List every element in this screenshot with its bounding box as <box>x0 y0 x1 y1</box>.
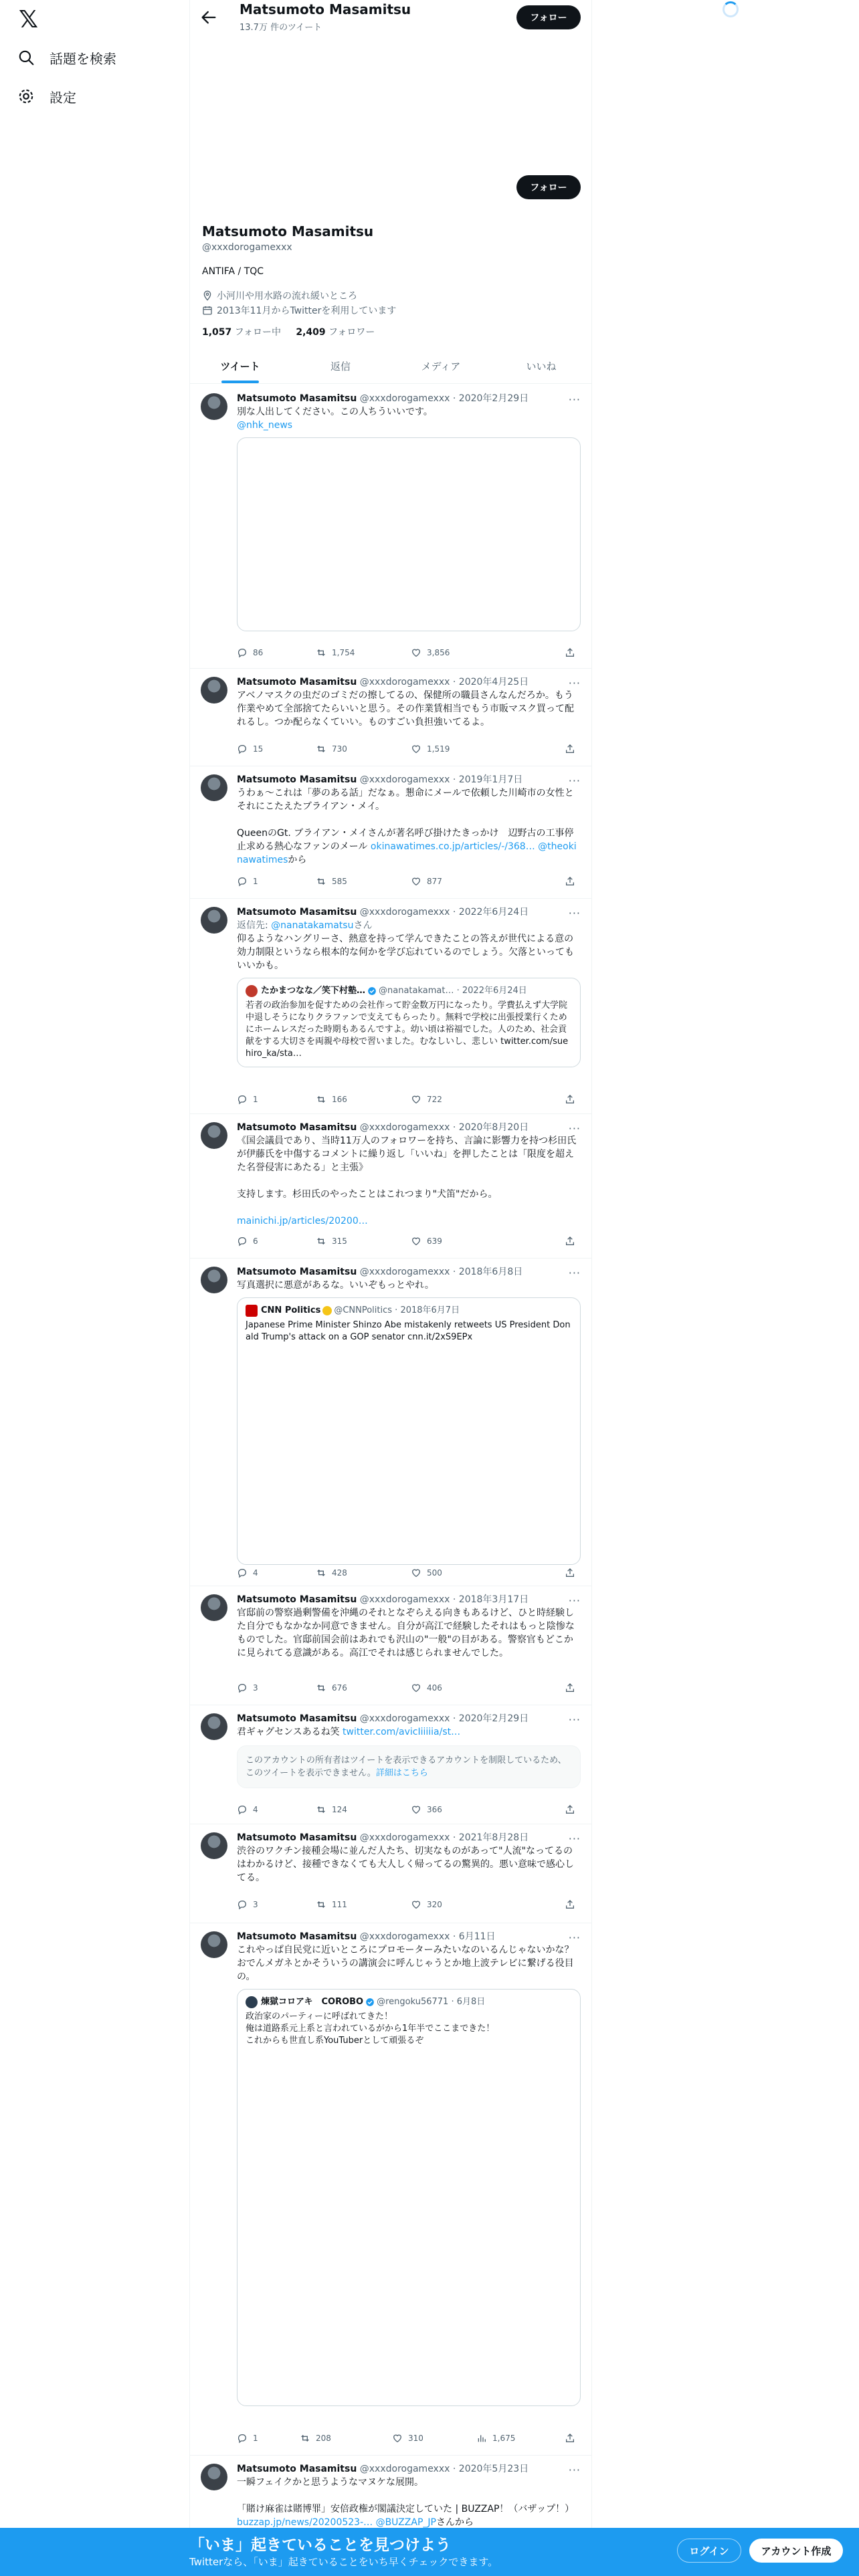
more-icon[interactable]: ··· <box>568 393 581 406</box>
share-button[interactable] <box>565 1094 581 1105</box>
heart-icon <box>411 647 421 658</box>
reply-button[interactable] <box>237 1683 258 1693</box>
tweet-header: Matsumoto Masamitsu @xxxdorogamexxx · 2020年2月29日 <box>237 393 529 404</box>
avatar[interactable] <box>201 677 227 704</box>
search-icon <box>17 49 35 66</box>
reply-icon <box>237 744 248 754</box>
reply-context <box>237 919 581 932</box>
quote-author-name: たかまつなな／笑下村塾… <box>261 986 366 996</box>
retweet-count: 1,754 <box>332 648 355 657</box>
like-count: 639 <box>427 1237 442 1246</box>
reply-icon <box>237 647 248 658</box>
more-icon[interactable]: ··· <box>568 1594 581 1607</box>
tweet[interactable] <box>190 669 591 766</box>
tab-likes[interactable]: いいね <box>526 360 557 372</box>
nav-explore-label: 話題を検索 <box>50 50 116 67</box>
reply-to-suffix: さん <box>353 920 373 931</box>
signup-button[interactable]: アカウント作成 <box>749 2539 843 2563</box>
share-icon <box>565 1899 575 1910</box>
retweet-count: 111 <box>332 1900 347 1909</box>
avatar[interactable] <box>201 2464 227 2490</box>
main-column <box>189 0 592 2576</box>
quoted-tweet[interactable] <box>237 978 581 1067</box>
heart-icon <box>411 1683 421 1693</box>
tweet-text: これやっぱ自民党に近いところにプロモーターみたいなのいるんじゃないかな？ おでんメガネとかそういうの講演会に呼んじゃうとか地上波テレビに繋げる役目の。 <box>237 1945 574 1982</box>
reply-count: 15 <box>253 744 264 754</box>
avatar[interactable] <box>201 393 227 420</box>
more-icon[interactable]: ··· <box>568 1832 581 1845</box>
unavailable-tweet-notice <box>237 1745 581 1788</box>
quote-text: 政治家のパーティーに呼ばれてきた！ 俺は道路系元上系と言われているがから1年半でここまできた！ これからも世直し系YouTuberとして頑張るぞ <box>246 2012 495 2046</box>
quoted-tweet[interactable] <box>237 1989 581 2406</box>
tweet-header: Matsumoto Masamitsu @xxxdorogamexxx · 2020年2月29日 <box>237 1713 529 1724</box>
tweet-mention-link[interactable]: @nhk_news <box>237 420 293 431</box>
like-button[interactable] <box>411 744 450 754</box>
followers-label: フォロワー <box>328 327 375 338</box>
login-button[interactable]: ログイン <box>677 2539 741 2563</box>
retweet-button[interactable] <box>316 647 355 658</box>
tweet-article-link[interactable]: mainichi.jp/articles/20200… <box>237 1216 368 1226</box>
tweet-author-name[interactable]: Matsumoto Masamitsu <box>237 1832 357 1843</box>
avatar[interactable] <box>201 907 227 934</box>
tweet-text: 別な人出してください。この人ちういいです。 <box>237 407 433 417</box>
like-button[interactable] <box>392 2433 423 2444</box>
like-count: 722 <box>427 1095 442 1104</box>
tweet-text: 渋谷のワクチン接種会場に並んだ人たち、切実なものがあって"人流"なってるのはわかるけど、接種できなくても大人しく帰ってるの驚異的。悪い意味で感心してる。 <box>237 1846 574 1883</box>
tweet-text: アベノマスクの虫だのゴミだの擦してるの、保健所の職員さんなんだろか。もう作業やめて全部捨てたらいいと思う。その作業賃相当でもう市販マスク買って配れるし。つか配らなくていい。ものすごい負担強いてるよ。 <box>237 690 574 728</box>
tweet-author-name[interactable]: Matsumoto Masamitsu <box>237 1931 357 1942</box>
like-count: 500 <box>427 1568 442 1578</box>
tweet-article-link[interactable]: buzzap.jp/news/20200523-… <box>237 2517 373 2528</box>
reply-button[interactable] <box>237 647 263 658</box>
banner-title: 「いま」起きていることを見つけよう <box>189 2537 451 2554</box>
verified-badge-icon <box>322 1306 332 1315</box>
tweet[interactable] <box>190 1586 591 1705</box>
avatar[interactable] <box>201 774 227 801</box>
quote-text: 若者の政治参加を促すための会社作って貯金数万円になったり。学費払えず大学院中退しそうになりクラファンで支えてもらったり。無料で学校に出張授業行くためにホームレスだった時期もあるんですよ。幼い頃は裕福でした。人のため、社会貢献をする大切さを両親や母校で習いました。むなしいし、悲しい twitter.com/suehiro_ka/sta… <box>246 1000 569 1059</box>
tweet-date[interactable]: 2020年2月29日 <box>458 393 529 404</box>
like-button[interactable] <box>411 1094 442 1105</box>
tweet-author-handle[interactable]: @xxxdorogamexxx <box>359 1594 450 1605</box>
quote-header: CNN Politics @CNNPolitics · 2018年6月7日 <box>246 1305 572 1317</box>
tweet-date[interactable]: 2020年5月23日 <box>458 2464 529 2474</box>
reply-count: 4 <box>253 1805 258 1814</box>
retweet-icon <box>316 1236 326 1247</box>
tweet-date[interactable]: 2018年6月8日 <box>458 1267 523 1277</box>
reply-icon <box>237 1236 248 1247</box>
tweet-text: 仰るようなハングリーさ、熱意を持って学んできたことの答えが世代による意の効力制限というなら根本的な何かを学び忘れているのでしょう。欠落といってもいいかも。 <box>237 934 574 971</box>
like-count: 320 <box>427 1900 442 1909</box>
reply-count: 1 <box>253 1095 258 1104</box>
tweet-header: Matsumoto Masamitsu @xxxdorogamexxx · 2020年5月23日 <box>237 2464 529 2474</box>
tweet-author-handle[interactable]: @xxxdorogamexxx <box>359 393 450 404</box>
tweet-actions <box>237 2432 581 2445</box>
retweet-count: 730 <box>332 744 347 754</box>
tweet-count: 13.7万 件のツイート <box>240 23 322 33</box>
tweet-actions <box>237 742 581 756</box>
more-icon[interactable]: ··· <box>568 2464 581 2476</box>
tweet-header: Matsumoto Masamitsu @xxxdorogamexxx · 2020年4月25日 <box>237 677 529 687</box>
verified-badge-icon <box>365 1998 375 2007</box>
heart-icon <box>411 1804 421 1815</box>
reply-count: 86 <box>253 648 264 657</box>
retweet-icon <box>316 1683 326 1693</box>
retweet-count: 124 <box>332 1805 347 1814</box>
share-button[interactable] <box>565 2433 581 2444</box>
tweet-media-card[interactable] <box>237 437 581 631</box>
quote-author-name: 煉獄コロアキ COROBO <box>261 1997 364 2007</box>
tweet-mention-link[interactable]: @BUZZAP_JP <box>375 2517 436 2528</box>
share-icon <box>565 876 575 887</box>
quote-header: たかまつなな／笑下村塾… @nanatakamat… · 2022年6月24日 <box>246 985 572 997</box>
tweet-header: Matsumoto Masamitsu @xxxdorogamexxx · 2018年6月8日 <box>237 1267 523 1277</box>
reply-to-prefix: 返信先: <box>237 920 272 931</box>
x-logo-icon[interactable]: 𝕏 <box>19 6 39 33</box>
tweet-actions <box>237 875 581 888</box>
tweet-actions <box>237 646 581 659</box>
profile-tabs <box>190 349 591 384</box>
avatar[interactable] <box>201 1267 227 1293</box>
tweet-author-name[interactable]: Matsumoto Masamitsu <box>237 393 357 404</box>
tweet[interactable] <box>190 766 591 899</box>
heart-icon <box>392 2433 403 2444</box>
reply-button[interactable] <box>237 1568 258 1578</box>
tweet-header: Matsumoto Masamitsu @xxxdorogamexxx · 2018年3月17日 <box>237 1594 529 1605</box>
reply-icon <box>237 1568 248 1578</box>
tweet-text-body: うわぁ〜これは「夢のある話」だなぁ。懇命にメールで依頼した川崎市の女性とそれにこたえたブライアン・メイ。 QueenのGt. ブライアン・メイさんが著名呼び掛けたきっかけ 辺野古の工事停止求める熱心なファンのメール <box>237 788 574 852</box>
more-icon[interactable]: ··· <box>568 1931 581 1944</box>
avatar[interactable] <box>201 1122 227 1149</box>
share-icon <box>565 1683 575 1693</box>
tweet[interactable] <box>190 1923 591 2456</box>
retweet-icon <box>316 1899 326 1910</box>
quote-author-name: CNN Politics <box>261 1305 321 1315</box>
share-button[interactable] <box>565 876 581 887</box>
tweet-header: Matsumoto Masamitsu @xxxdorogamexxx · 6月11日 <box>237 1931 496 1942</box>
share-button[interactable] <box>565 1804 581 1815</box>
like-button[interactable] <box>411 1568 442 1578</box>
nav-settings-label: 設定 <box>50 89 76 106</box>
share-icon <box>565 2433 575 2444</box>
views-chart-icon <box>476 2433 487 2444</box>
retweet-button[interactable] <box>300 2433 331 2444</box>
quote-date: 2018年6月7日 <box>400 1305 460 1315</box>
following-label: フォロー中 <box>234 327 282 338</box>
tweet[interactable] <box>190 1705 591 1824</box>
more-icon[interactable]: ··· <box>568 774 581 787</box>
retweet-count: 208 <box>316 2434 331 2443</box>
reply-button[interactable] <box>237 2433 258 2444</box>
like-button[interactable] <box>411 876 442 887</box>
tweet-text <box>237 2476 581 2529</box>
cnn-logo-icon <box>246 1305 258 1317</box>
follow-button[interactable]: フォロー <box>516 175 581 199</box>
reply-button[interactable] <box>237 1236 258 1247</box>
views-button[interactable] <box>476 2433 515 2444</box>
top-bar <box>190 0 591 35</box>
loading-spinner-icon <box>723 1 739 17</box>
profile-stats <box>202 325 375 338</box>
banner-subtitle: Twitterなら、「いま」起きていることをいち早くチェックできます。 <box>189 2556 498 2568</box>
like-button[interactable] <box>411 1804 442 1815</box>
location-pin-icon <box>202 290 213 301</box>
quote-date: 6月8日 <box>456 1997 486 2007</box>
tweet-article-link[interactable]: okinawatimes.co.jp/articles/-/368… <box>370 841 535 852</box>
tweet-author-name[interactable]: Matsumoto Masamitsu <box>237 774 357 785</box>
followers-link[interactable] <box>296 327 375 338</box>
profile-bio: ANTIFA / TQC <box>202 266 264 277</box>
tweet-author-handle[interactable]: @xxxdorogamexxx <box>359 1713 450 1724</box>
like-count: 310 <box>408 2434 423 2443</box>
tweet-mention-suffix: から <box>288 855 307 865</box>
reply-count: 3 <box>253 1683 258 1693</box>
tweet-actions <box>237 1681 581 1695</box>
quote-author-handle: @rengoku56771 <box>377 1997 449 2007</box>
more-icon[interactable]: ··· <box>568 677 581 689</box>
tweet-header: Matsumoto Masamitsu @xxxdorogamexxx · 2020年8月20日 <box>237 1122 529 1133</box>
quote-date: 2022年6月24日 <box>462 986 527 996</box>
heart-icon <box>411 1568 421 1578</box>
heart-icon <box>411 744 421 754</box>
tweet-author-handle[interactable]: @xxxdorogamexxx <box>359 1122 450 1133</box>
heart-icon <box>411 1094 421 1105</box>
like-button[interactable] <box>411 1236 442 1247</box>
calendar-icon <box>202 305 213 316</box>
reply-count: 1 <box>253 2434 258 2443</box>
profile-location <box>202 289 357 302</box>
reply-button[interactable] <box>237 1899 258 1910</box>
tweet-mention-link[interactable]: @theokinawatimes <box>237 841 577 865</box>
profile-name: Matsumoto Masamitsu <box>202 223 374 239</box>
share-icon <box>565 1804 575 1815</box>
location-text: 小河川や用水路の流れ緩いところ <box>217 291 357 302</box>
tweet-author-name[interactable]: Matsumoto Masamitsu <box>237 1594 357 1605</box>
like-count: 406 <box>427 1683 442 1693</box>
reply-icon <box>237 1899 248 1910</box>
share-icon <box>565 1094 575 1105</box>
share-button[interactable] <box>565 744 581 754</box>
retweet-button[interactable] <box>316 1683 347 1693</box>
tweet-actions <box>237 1566 581 1580</box>
retweet-count: 428 <box>332 1568 347 1578</box>
retweet-button[interactable] <box>316 744 347 754</box>
reply-button[interactable] <box>237 876 258 887</box>
reply-icon <box>237 1683 248 1693</box>
share-button[interactable] <box>565 1899 581 1910</box>
topbar-follow-button[interactable]: フォロー <box>516 5 581 29</box>
tweet-header: Matsumoto Masamitsu @xxxdorogamexxx · 2022年6月24日 <box>237 907 529 918</box>
tweet-date[interactable]: 2021年8月28日 <box>458 1832 529 1843</box>
reply-button[interactable] <box>237 744 263 754</box>
tweet-actions <box>237 1898 581 1911</box>
tweet-author-name[interactable]: Matsumoto Masamitsu <box>237 1122 357 1133</box>
tweet-author-name[interactable]: Matsumoto Masamitsu <box>237 677 357 687</box>
retweet-button[interactable] <box>316 1236 347 1247</box>
share-icon <box>565 1568 575 1578</box>
retweet-count: 585 <box>332 877 347 886</box>
quoted-tweet[interactable] <box>237 1297 581 1565</box>
share-icon <box>565 744 575 754</box>
tweet-author-name[interactable]: Matsumoto Masamitsu <box>237 1713 357 1724</box>
retweet-count: 166 <box>332 1095 347 1104</box>
tweet-author-handle[interactable]: @xxxdorogamexxx <box>359 1931 450 1942</box>
retweet-button[interactable] <box>316 1094 347 1105</box>
tab-tweets[interactable]: ツイート <box>190 349 290 383</box>
retweet-icon <box>316 1804 326 1815</box>
reply-icon <box>237 2433 248 2444</box>
share-button[interactable] <box>565 1683 581 1693</box>
retweet-count: 315 <box>332 1237 347 1246</box>
more-icon[interactable]: ··· <box>568 1122 581 1135</box>
tweet-author-handle[interactable]: @xxxdorogamexxx <box>359 774 450 785</box>
retweet-icon <box>316 876 326 887</box>
tweet-link[interactable]: twitter.com/avicIiiiiia/st… <box>343 1727 461 1737</box>
like-button[interactable] <box>411 647 450 658</box>
tweet-header: Matsumoto Masamitsu @xxxdorogamexxx · 2019年1月7日 <box>237 774 523 785</box>
quote-text: Japanese Prime Minister Shinzo Abe mistakenly retweets US President Donald Trump's attack on a GOP senator cnn.it/2xS9EPx <box>246 1320 571 1342</box>
views-count: 1,675 <box>492 2434 516 2443</box>
share-icon <box>565 647 575 658</box>
tweet-date[interactable]: 2020年4月25日 <box>458 677 529 687</box>
reply-count: 1 <box>253 877 258 886</box>
more-icon[interactable]: ··· <box>568 1713 581 1726</box>
avatar[interactable] <box>201 1713 227 1740</box>
reply-count: 4 <box>253 1568 258 1578</box>
tweet-author-name[interactable]: Matsumoto Masamitsu <box>237 1267 357 1277</box>
reply-button[interactable] <box>237 1804 258 1815</box>
learn-more-link[interactable]: 詳細はこちら <box>375 1768 428 1778</box>
heart-icon <box>411 1236 421 1247</box>
tweet-actions <box>237 1803 581 1816</box>
heart-icon <box>411 1899 421 1910</box>
tweet[interactable] <box>190 385 591 669</box>
tweet-actions <box>237 1235 581 1248</box>
tweet-text: 《国会議員であり、当時11万人のフォロワーを持ち、言論に影響力を持つ杉田氏が伊藤氏を中傷するコメントに繰り返し「いいね」を押したことは「限度を超えた名誉侵害にあたる」と主張》 支持します。杉田氏のやったことはこれつまり"犬笛"だから。 <box>237 1136 577 1200</box>
tweet-header: Matsumoto Masamitsu @xxxdorogamexxx · 2021年8月28日 <box>237 1832 529 1843</box>
tweet-text: 官邸前の警察過剰警備を沖縄のそれとなぞらえる向きもあるけど、ひと時経験した自分でもなかなか同意できません。自分が高江で経験したそれはもっと陰惨なものでした。官邸前国会前はあれでも沢山の"一般"の目がある。警察官もどこかに見られてる意識がある。高江でそれは感じられませんでした。 <box>237 1608 575 1658</box>
following-count: 1,057 <box>202 327 232 338</box>
tweet-author-name[interactable]: Matsumoto Masamitsu <box>237 907 357 918</box>
like-count: 3,856 <box>427 648 450 657</box>
reply-icon <box>237 1094 248 1105</box>
retweet-button[interactable] <box>316 1804 347 1815</box>
tweet-text <box>237 786 581 867</box>
quote-avatar <box>246 1996 258 2008</box>
like-button[interactable] <box>411 1899 442 1910</box>
reply-button[interactable] <box>237 1094 258 1105</box>
quote-author-handle: @CNNPolitics <box>334 1305 393 1315</box>
notice-text: このアカウントの所有者はツイートを表示できるアカウントを制限しているため、このツイートを表示できません。 <box>246 1755 567 1778</box>
nav-settings[interactable] <box>17 83 76 110</box>
like-button[interactable] <box>411 1683 442 1693</box>
retweet-button[interactable] <box>316 1568 347 1578</box>
retweet-icon <box>316 744 326 754</box>
tweet-date[interactable]: 2022年6月24日 <box>458 907 529 918</box>
tweet-actions <box>237 1093 581 1106</box>
share-icon <box>565 1236 575 1247</box>
tweet-date[interactable]: 2020年8月20日 <box>458 1122 529 1133</box>
like-count: 1,519 <box>427 744 450 754</box>
retweet-button[interactable] <box>316 876 347 887</box>
tweet-author-handle[interactable]: @xxxdorogamexxx <box>359 677 450 687</box>
followers-count: 2,409 <box>296 327 326 338</box>
tab-replies[interactable]: 返信 <box>330 360 351 372</box>
tweet-text <box>237 1725 581 1739</box>
tweet-text: 写真選択に悪意があるな。いいぞもっとやれ。 <box>237 1280 434 1291</box>
avatar[interactable] <box>201 1594 227 1621</box>
tweet-author-handle[interactable]: @xxxdorogamexxx <box>359 1267 450 1277</box>
quote-header: 煉獄コロアキ COROBO @rengoku56771 · 6月8日 <box>246 1996 572 2008</box>
tweet-author-handle[interactable]: @xxxdorogamexxx <box>359 1832 450 1843</box>
more-icon[interactable]: ··· <box>568 907 581 920</box>
tweet[interactable] <box>190 899 591 1114</box>
reply-count: 3 <box>253 1900 258 1909</box>
back-arrow-icon[interactable] <box>199 8 218 27</box>
tweet-date[interactable]: 6月11日 <box>458 1931 496 1942</box>
share-button[interactable] <box>565 1236 581 1247</box>
tweet-text-body: 一瞬フェイクかと思うようなマヌケな展開。 「賭け麻雀は賭博罪」安倍政権が閣議決定していた | BUZZAP！（バザップ！） <box>237 2477 575 2514</box>
tweet-mention-suffix: さんから <box>436 2517 474 2528</box>
reply-icon <box>237 1804 248 1815</box>
like-count: 366 <box>427 1805 442 1814</box>
tab-media[interactable]: メディア <box>421 360 461 372</box>
tweet[interactable] <box>190 1824 591 1923</box>
retweet-button[interactable] <box>316 1899 347 1910</box>
like-count: 877 <box>427 877 442 886</box>
tweet[interactable] <box>190 1259 591 1586</box>
tweet-author-handle[interactable]: @xxxdorogamexxx <box>359 907 450 918</box>
more-icon[interactable]: ··· <box>568 1267 581 1279</box>
share-button[interactable] <box>565 1568 581 1578</box>
joined-text: 2013年11月からTwitterを利用しています <box>217 306 397 316</box>
tweet-date[interactable]: 2018年3月17日 <box>458 1594 529 1605</box>
retweet-icon <box>300 2433 310 2444</box>
following-link[interactable] <box>202 327 281 338</box>
quote-author-handle: @nanatakamat… <box>379 986 454 996</box>
tweet-author-name[interactable]: Matsumoto Masamitsu <box>237 2464 357 2474</box>
avatar[interactable] <box>201 1931 227 1958</box>
retweet-icon <box>316 647 326 658</box>
share-button[interactable] <box>565 647 581 658</box>
reply-count: 6 <box>253 1237 258 1246</box>
tweet-date[interactable]: 2020年2月29日 <box>458 1713 529 1724</box>
topbar-name: Matsumoto Masamitsu <box>240 1 411 17</box>
reply-to-link[interactable]: @nanatakamatsu <box>271 920 354 931</box>
tweet-date[interactable]: 2019年1月7日 <box>458 774 523 785</box>
signup-banner <box>0 2528 859 2576</box>
retweet-count: 676 <box>332 1683 347 1693</box>
avatar[interactable] <box>201 1832 227 1859</box>
tweet-author-handle[interactable]: @xxxdorogamexxx <box>359 2464 450 2474</box>
profile-handle: @xxxdorogamexxx <box>202 242 292 253</box>
nav-explore[interactable] <box>17 44 116 71</box>
verified-badge-icon <box>367 986 377 996</box>
heart-icon <box>411 876 421 887</box>
quote-avatar <box>246 985 258 997</box>
profile-joined <box>202 304 396 317</box>
retweet-icon <box>316 1094 326 1105</box>
tweet-text-body: 君ギャグセンスあるね笑 <box>237 1727 343 1737</box>
gear-icon <box>17 88 35 105</box>
tweet[interactable] <box>190 1114 591 1259</box>
retweet-icon <box>316 1568 326 1578</box>
reply-icon <box>237 876 248 887</box>
